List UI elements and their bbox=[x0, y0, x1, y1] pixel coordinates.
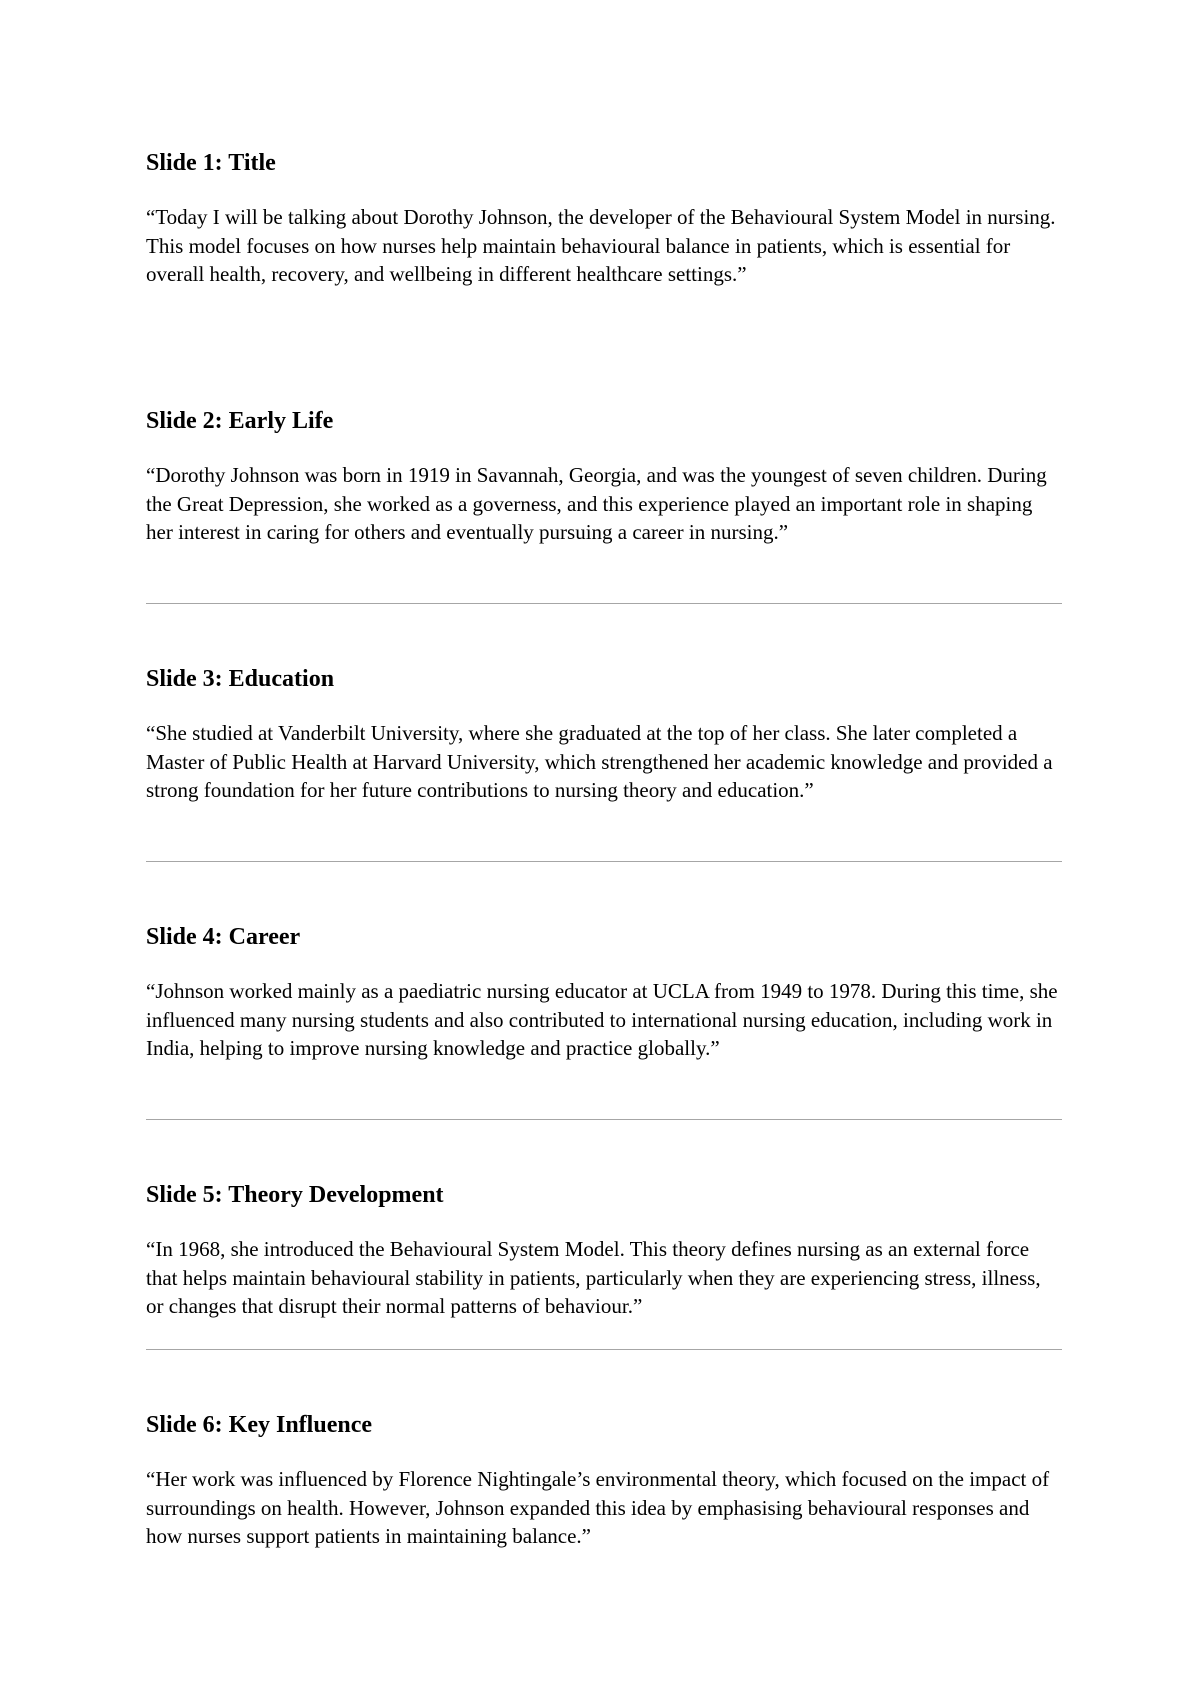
divider-3 bbox=[146, 1119, 1062, 1120]
slide-1-section bbox=[146, 148, 1062, 289]
slide-4-text: “Johnson worked mainly as a paediatric nursing educator at UCLA from 1949 to 1978. During this time, she influenced many nursing students and also contributed to international nursing education, including work in India, helping to improve nursing knowledge and practice globally.” bbox=[146, 979, 1058, 1060]
slide-5-section bbox=[146, 1180, 1062, 1321]
slide-1-text: “Today I will be talking about Dorothy Johnson, the developer of the Behavioural System Model in nursing. This model focuses on how nurses help maintain behavioural balance in patients, which is essential for overall health, recovery, and wellbeing in different healthcare settings.” bbox=[146, 205, 1056, 286]
slide-3-section bbox=[146, 664, 1062, 805]
divider-2 bbox=[146, 861, 1062, 862]
slide-6-text: “Her work was influenced by Florence Nightingale’s environmental theory, which focused on the impact of surroundings on health. However, Johnson expanded this idea by emphasising behavioural responses and how nurses support patients in maintaining balance.” bbox=[146, 1467, 1050, 1548]
slide-1-heading: Slide 1: Title bbox=[146, 150, 276, 176]
slide-2-section bbox=[146, 406, 1062, 547]
slide-6-heading: Slide 6: Key Influence bbox=[146, 1412, 372, 1438]
slide-3-text: “She studied at Vanderbilt University, where she graduated at the top of her class. She later completed a Master of Public Health at Harvard University, which strengthened her academic knowledge and provided a strong foundation for her future contributions to nursing theory and education.” bbox=[146, 721, 1053, 802]
divider-4 bbox=[146, 1349, 1062, 1350]
slide-5-text: “In 1968, she introduced the Behavioural System Model. This theory defines nursing as an external force that helps maintain behavioural stability in patients, particularly when they are experiencing stress, illness, or changes that disrupt their normal patterns of behaviour.” bbox=[146, 1237, 1041, 1318]
slide-5-heading: Slide 5: Theory Development bbox=[146, 1182, 444, 1208]
slide-4-section bbox=[146, 922, 1062, 1063]
slide-6-section bbox=[146, 1410, 1062, 1551]
slide-4-heading: Slide 4: Career bbox=[146, 924, 301, 950]
slide-3-heading: Slide 3: Education bbox=[146, 666, 335, 692]
slide-2-heading: Slide 2: Early Life bbox=[146, 408, 334, 434]
divider-1 bbox=[146, 603, 1062, 604]
slide-2-text: “Dorothy Johnson was born in 1919 in Savannah, Georgia, and was the youngest of seven children. During the Great Depression, she worked as a governess, and this experience played an important role in shaping her interest in caring for others and eventually pursuing a career in nursing.” bbox=[146, 463, 1047, 544]
